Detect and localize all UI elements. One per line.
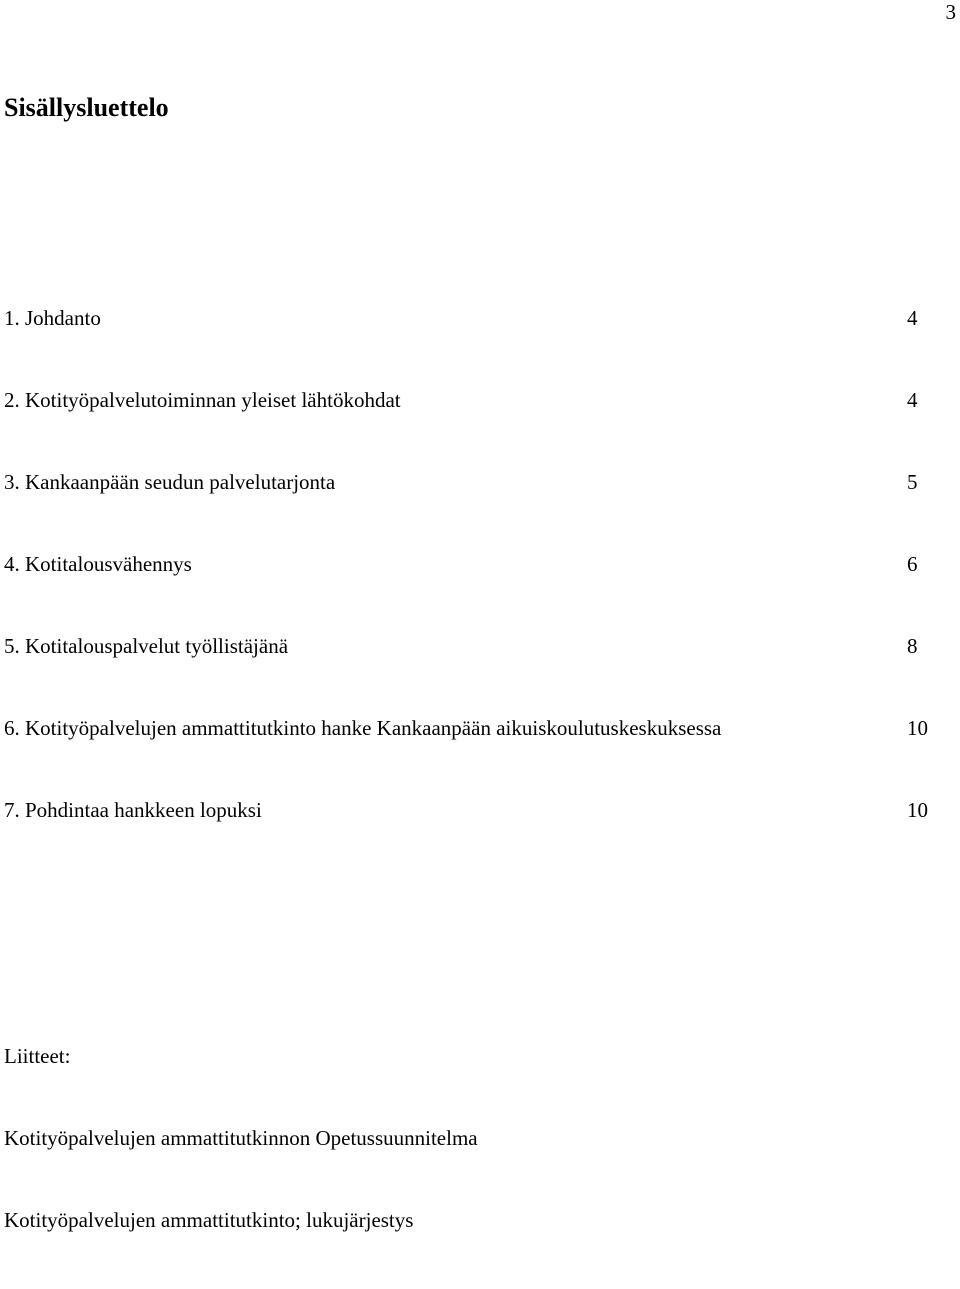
toc-entry-label: 2. Kotityöpalvelutoiminnan yleiset lähtökohdat xyxy=(4,388,401,412)
appendices-heading: Liitteet: xyxy=(4,1044,71,1068)
toc-entry xyxy=(4,551,934,633)
toc-entry-label: 5. Kotitalouspalvelut työllistäjänä xyxy=(4,634,289,658)
appendix-item: Kotityöpalvelujen ammattitutkinto; lukujärjestys xyxy=(4,1208,414,1232)
toc-entry-label: 7. Pohdintaa hankkeen lopuksi xyxy=(4,798,262,822)
toc-entry-label: 3. Kankaanpään seudun palvelutarjonta xyxy=(4,470,336,494)
toc-entry xyxy=(4,469,934,551)
toc-entry-page: 4 xyxy=(907,306,918,330)
appendices-list xyxy=(4,1125,478,1289)
toc-entry-page: 8 xyxy=(907,634,918,658)
toc-entry-page: 5 xyxy=(907,470,918,494)
toc-entry-page: 4 xyxy=(907,388,918,412)
toc-entry-page: 10 xyxy=(907,798,928,822)
toc-entry xyxy=(4,797,934,879)
toc-entry-label: 4. Kotitalousvähennys xyxy=(4,552,192,576)
toc-entry xyxy=(4,633,934,715)
toc-entry-page: 6 xyxy=(907,552,918,576)
page-number: 3 xyxy=(945,0,956,24)
toc-entry-label: 6. Kotityöpalvelujen ammattitutkinto hanke Kankaanpään aikuiskoulutuskeskuksessa xyxy=(4,716,722,740)
table-of-contents xyxy=(4,305,934,879)
toc-entry xyxy=(4,715,934,797)
page-title: Sisällysluettelo xyxy=(4,93,169,122)
toc-entry xyxy=(4,305,934,387)
toc-entry-label: 1. Johdanto xyxy=(4,306,101,330)
appendix-item: Kotityöpalvelujen ammattitutkinnon Opetussuunnitelma xyxy=(4,1126,478,1150)
toc-entry xyxy=(4,387,934,469)
toc-entry-page: 10 xyxy=(907,716,928,740)
